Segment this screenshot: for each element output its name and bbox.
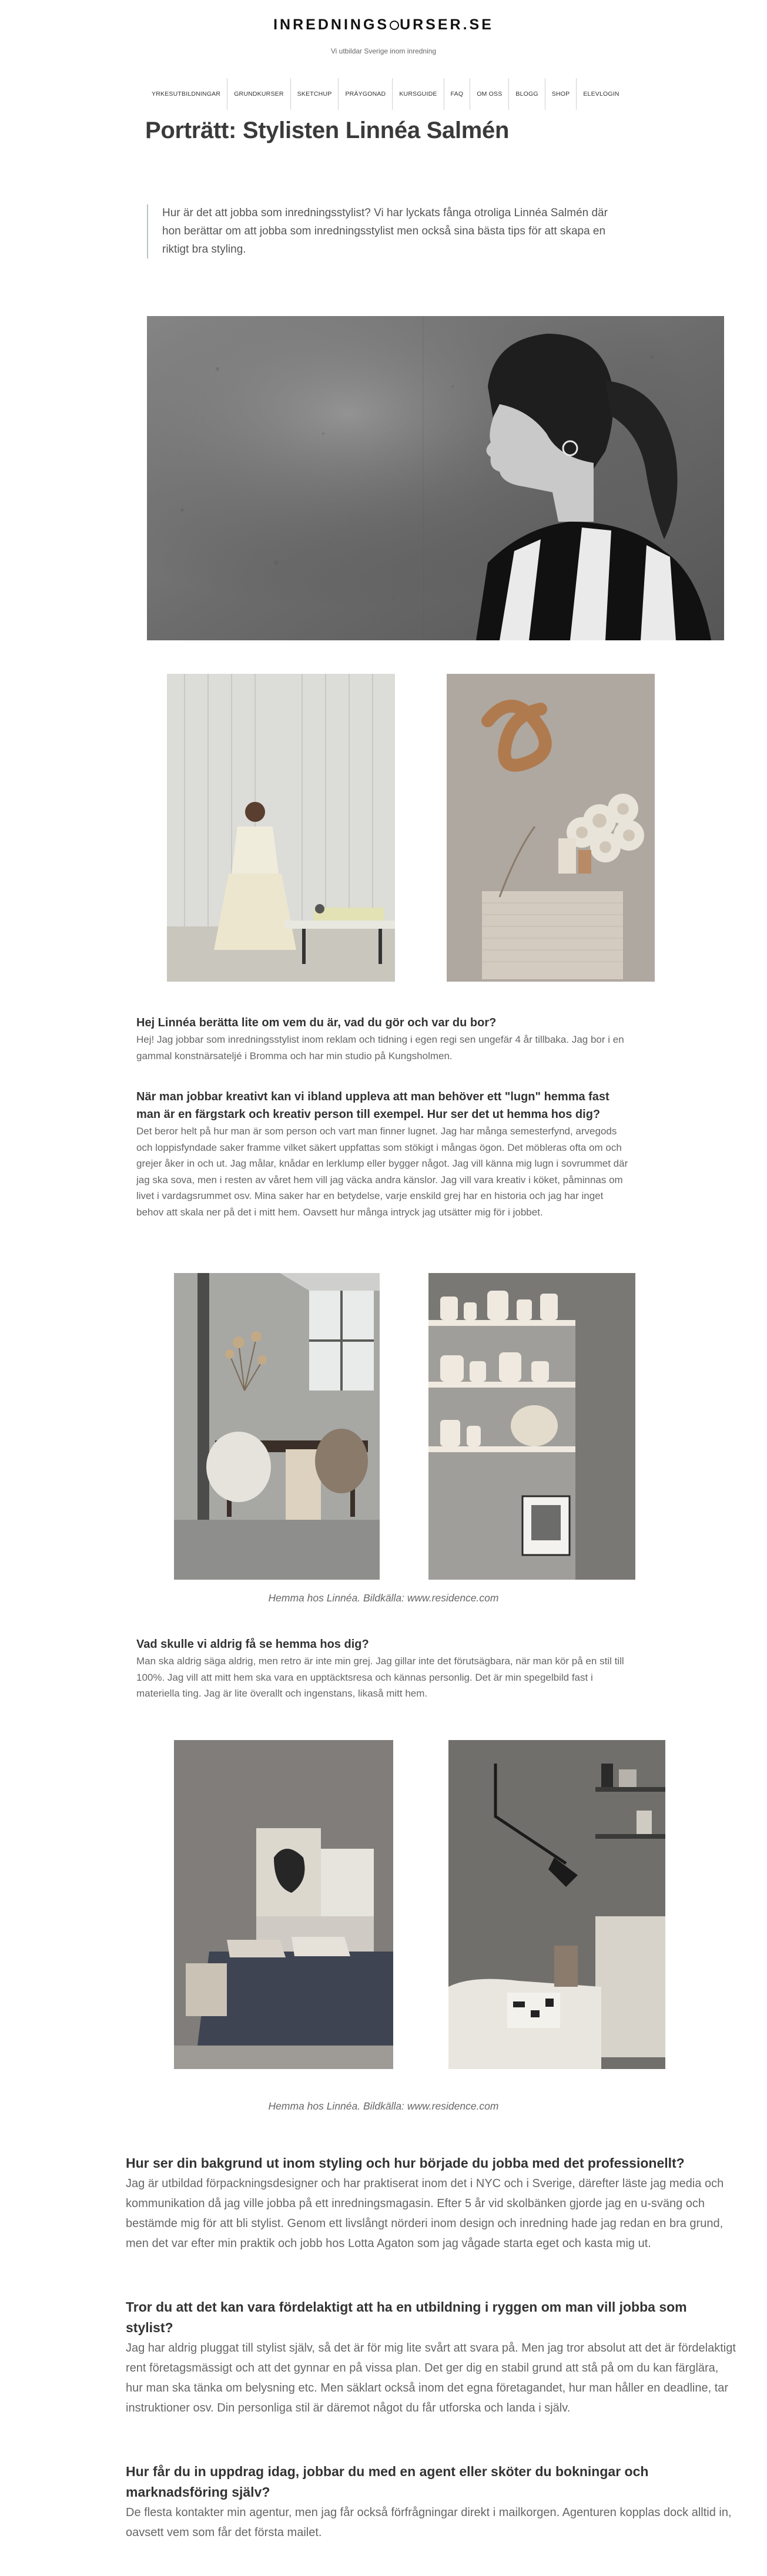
answer-intro: Hej! Jag jobbar som inredningsstylist inom reklam och tidning i egen regi sen ungefär 4 år tillbaka. Jag bor i en gammal konstnärsateljé i Bromma och har min studio på Kungsholmen. bbox=[136, 1034, 624, 1062]
nav-item-grundkurser[interactable]: GRUNDKURSER bbox=[227, 78, 290, 110]
site-logo[interactable] bbox=[0, 16, 767, 33]
main-nav bbox=[145, 78, 626, 110]
nav-item-om-oss[interactable]: OM OSS bbox=[470, 78, 508, 110]
nav-item-faq[interactable]: FAQ bbox=[444, 78, 470, 110]
qa-block-never-see bbox=[136, 1635, 629, 1702]
qa-block-assignments bbox=[126, 2461, 737, 2543]
article-lead: Hur är det att jobba som inredningsstylist? Vi har lyckats fånga otroliga Linnéa Salmén där hon berättar om att jobba som inredningsstylist men också sina bästa tips för att skapa en riktigt bra styling. bbox=[147, 204, 629, 258]
question-assignments: Hur får du in uppdrag idag, jobbar du med en agent eller sköter du bokningar och marknadsföring själv? bbox=[126, 2464, 649, 2500]
page-title: Porträtt: Stylisten Linnéa Salmén bbox=[145, 117, 510, 143]
hero-portrait-image bbox=[147, 316, 724, 640]
answer-education: Jag har aldrig pluggat till stylist själv, så det är för mig lite svårt att svara på. Men jag tror absolut att det är fördelaktigt rent företagsmässigt och att det gynnar en på vissa plan. Det ger dig en stabil grund att stå på om du kan färglära, hur man ska tänka om belysning etc. Men säklart också inom det egna företagandet, hur man håller en deadline, tar instruktioner osv. Din personliga stil är däremot något du får utforska och landa i själv. bbox=[126, 2341, 736, 2414]
qa-block-background bbox=[126, 2153, 737, 2253]
question-intro: Hej Linnéa berätta lite om vem du är, vad du gör och var du bor? bbox=[136, 1016, 497, 1029]
site-tagline: Vi utbildar Sverige inom inredning bbox=[330, 47, 437, 55]
question-never-see: Vad skulle vi aldrig få se hemma hos dig? bbox=[136, 1638, 369, 1651]
answer-assignments: De flesta kontakter min agentur, men jag får också förfrågningar direkt i mailkorgen. Agenturen kopplas dock alltid in, oavsett vem som får det första mailet. bbox=[126, 2506, 732, 2539]
question-background: Hur ser din bakgrund ut inom styling och hur började du jobba med det professionellt? bbox=[126, 2155, 685, 2171]
qa-block-education bbox=[126, 2297, 737, 2418]
living-room-lamp-image bbox=[448, 1740, 665, 2069]
answer-calm-home: Det beror helt på hur man är som person och vart man finner lugnet. Jag har många semesterfynd, arvegods och loppisfyndade saker framme vilket säkert uppfattas som stökigt i mångas ögon. Det möbleras ofta om och grejer åker in och ut. Jag målar, knådar en lerklump eller bygger något. Jag vill känna mig lugn i sovrummet där jag ska sova, men i resten av våret hem vill jag väcka andra känslor. Jag vill vara kreativ i köket, påminnas om livet i vardagsrummet osv. Mina saker har en betydelse, varje enskild grej har en historia och jag har inget behov att skala ner på det i mitt hem. Oavsett hur många intryck jag utsätter mig för i jobbet. bbox=[136, 1126, 628, 1218]
logo-text-right: URSER.SE bbox=[400, 16, 494, 33]
logo-text-left: INREDNINGS bbox=[273, 16, 390, 33]
nav-item-praygonad[interactable]: PRÄYGONAD bbox=[338, 78, 392, 110]
nav-item-elevlogin[interactable]: ELEVLOGIN bbox=[576, 78, 625, 110]
qa-block-calm-home bbox=[136, 1088, 629, 1220]
qa-block-intro bbox=[136, 1014, 629, 1064]
bedroom-image bbox=[174, 1740, 393, 2069]
nav-item-kursguide[interactable]: KURSGUIDE bbox=[392, 78, 443, 110]
image-caption-2: Hemma hos Linnéa. Bildkälla: www.residence.com bbox=[268, 2100, 499, 2112]
answer-never-see: Man ska aldrig säga aldrig, men retro är inte min grej. Jag gillar inte det förutsägbara, när man kör på en stil till 100%. Jag vill att mitt hem ska vara en upptäcktsresa och kännas personlig. Det är min spegelbild fast i materiella ting. Jag är lite överallt och ingenstans, likaså mitt hem. bbox=[136, 1655, 624, 1700]
nav-item-yrkesutbildningar[interactable]: YRKESUTBILDNINGAR bbox=[152, 90, 221, 98]
dining-room-image bbox=[174, 1273, 380, 1580]
nav-item-shop[interactable]: SHOP bbox=[545, 78, 577, 110]
question-education: Tror du att det kan vara fördelaktigt att ha en utbildning i ryggen om man vill jobba som stylist? bbox=[126, 2299, 687, 2335]
ceramics-still-life-image bbox=[447, 674, 655, 982]
nav-item-sketchup[interactable]: SKETCHUP bbox=[290, 78, 339, 110]
logo-k-icon bbox=[390, 21, 399, 30]
styling-woman-image bbox=[167, 674, 395, 982]
image-caption-1: Hemma hos Linnéa. Bildkälla: www.residence.com bbox=[268, 1592, 499, 1604]
shelf-ceramics-image bbox=[428, 1273, 635, 1580]
question-calm-home: När man jobbar kreativt kan vi ibland uppleva att man behöver ett "lugn" hemma fast man är en färgstark och kreativ person till exempel. Hur ser det ut hemma hos dig? bbox=[136, 1090, 609, 1121]
answer-background: Jag är utbildad förpackningsdesigner och har praktiserat inom det i NYC och i Sverige, därefter läste jag media och kommunikation då jag ville jobba på ett inredningsmagasin. Efter 5 år vid skolbänken gjorde jag en u-sväng och bestämde mig för att bli stylist. Genom ett livslångt nörderi inom design och inredning hade jag redan en bra grund, men det var efter min praktik och jobb hos Lotta Agaton som jag vågade starta eget och kasta mig ut. bbox=[126, 2177, 724, 2250]
nav-item-blogg[interactable]: BLOGG bbox=[508, 78, 544, 110]
